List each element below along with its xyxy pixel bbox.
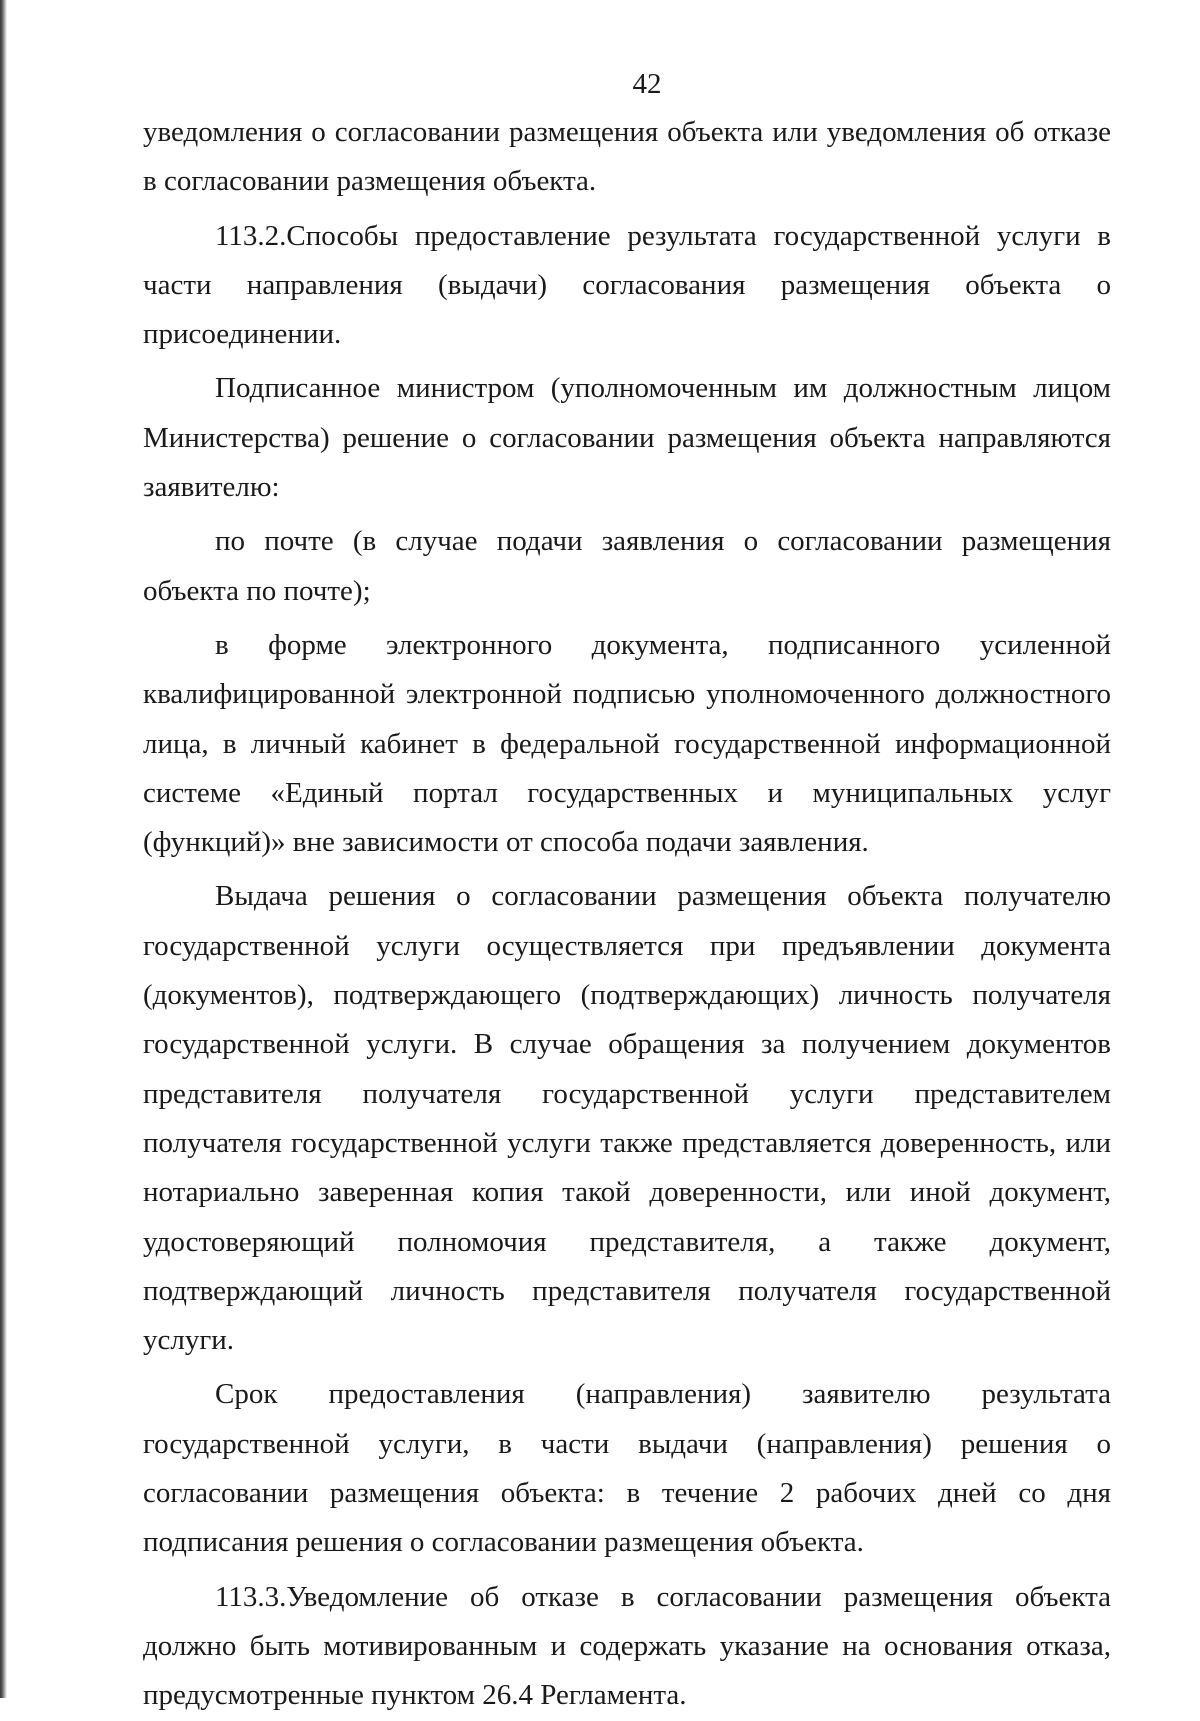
paragraph-113-2: 113.2.Способы предоставление результата государственной услуги в части направления (выдачи) согласования размещения объекта о присоединении. [143, 219, 1111, 351]
scan-edge [0, 0, 7, 1698]
paragraph-113-3: 113.3.Уведомление об отказе в согласовании размещения объекта должно быть мотивированным и содержать указание на основания отказа, предусмотренные пунктом 26.4 Регламента. [143, 1580, 1111, 1712]
paragraph-electronic-form: в форме электронного документа, подписанного усиленной квалифицированной электронной подписью уполномоченного должностного лица, в личный кабинет в федеральной государственной информационной системе «Единый портал государственных и муниципальных услуг (функций)» вне зависимости от способа подачи заявления. [143, 628, 1111, 859]
document-page [143, 60, 1111, 1721]
paragraph-term: Срок предоставления (направления) заявителю результата государственной услуги, в части выдачи (направления) решения о согласовании размещения объекта: в течение 2 рабочих дней со дня подписания решения о согласовании размещения объекта. [143, 1378, 1111, 1559]
paragraph-by-mail: по почте (в случае подачи заявления о согласовании размещения объекта по почте); [143, 525, 1111, 607]
paragraph-issuance: Выдача решения о согласовании размещения объекта получателю государственной услуги осуществляется при предъявлении документа (документов), подтверждающего (подтверждающих) личность получателя государственной услуги. В случае обращения за получением документов представителя получателя государственной услуги представителем получателя государственной услуги также представляется доверенность, или нотариально заверенная копия такой доверенности, или иной документ, удостоверяющий полномочия представителя, а также документ, подтверждающий личность представителя получателя государственной услуги. [143, 880, 1111, 1357]
paragraph-continuation: уведомления о согласовании размещения объекта или уведомления об отказе в согласовании размещения объекта. [143, 116, 1111, 198]
paragraph-signed-decision: Подписанное министром (уполномоченным им должностным лицом Министерства) решение о согласовании размещения объекта направляются заявителю: [143, 372, 1111, 504]
page-number: 42 [632, 68, 662, 100]
